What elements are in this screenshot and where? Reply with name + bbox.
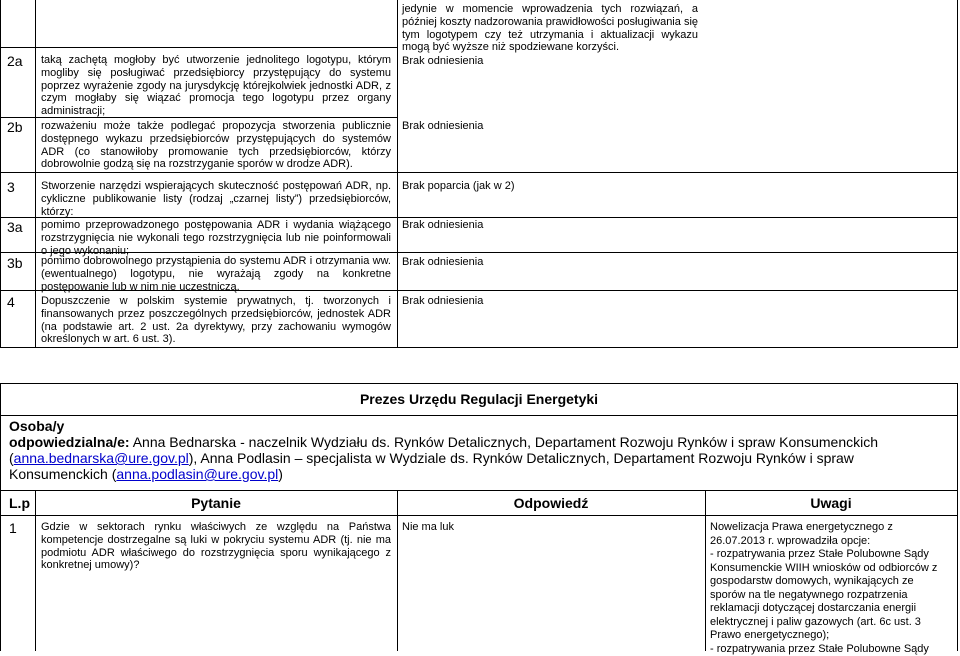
row-1-remarks: Nowelizacja Prawa energetycznego z 26.07.2013 r. wprowadziła opcje: - rozpatrywania przez Stałe Polubowne Sądy Konsumenckie WIIH wniosków od odbiorców z gospodarstw domowych, wynikających ze sporów na tle negatywnego rozpatrzenia reklamacji dotyczącej dostarczania energii elektrycznej i paliw gazowych (art. 6c ust. 3 Prawo energetycznego); - rozpatrywania przez Stałe Polubowne Sądy [710,521,938,655]
intro-answer: jedynie w momencie wprowadzenia tych rozwiązań, a później koszty nadzorowania prawidłowości posługiwania się tym logotypem czy też utrzymania i aktualizacji wykazu mogą być wyższe niż spodziewane korzyści. [402,3,698,54]
row-4-text: Dopuszczenie w polskim systemie prywatnych, tj. tworzonych i finansowanych przez poszczególnych przedsiębiorców, jednostek ADR (na podstawie art. 2 ust. 2a dyrektywy, przy zachowaniu wymogów określonych w art. 6 ust. 3). [41,295,391,346]
contact-name-1: Anna Bednarska - naczelnik Wydziału ds. Rynków Detalicznych, Departament Rozwoju Rynków i spraw Konsumenckich ( [9,434,879,466]
row-4-answer: Brak odniesienia [402,295,484,307]
row-3b-id: 3b [7,255,23,271]
contact-mid: ), Anna Podlasin – specjalista w Wydziale ds. Rynków Detalicznych, Departament Rozwoju Rynków i spraw Konsumenckich ( [9,450,854,482]
contact-label-2: odpowiedzialna/e: [9,434,130,450]
row-2a-text: taką zachętą mogłoby być utworzenie jednolitego logotypu, którym mogliby się posługiwać przedsiębiorcy przystępujący do systemu poprzez wyrażenie zgody na jurysdykcję którejkolwiek jednostki ADR, z czym mogłaby się wiązać promocja tego logotypu przez organy administracji; [41,54,391,118]
header-answer: Odpowiedź [513,495,589,511]
email-link-2[interactable]: anna.podlasin@ure.gov.pl [116,466,279,482]
row-2a-id: 2a [7,53,23,69]
row-1-lp: 1 [9,520,17,536]
email-link-1[interactable]: anna.bednarska@ure.gov.pl [13,450,189,466]
row-2a-answer: Brak odniesienia [402,55,484,67]
row-4-id: 4 [7,294,15,310]
header-lp: L.p [9,495,30,511]
header-remarks: Uwagi [810,495,852,511]
contact-block [9,418,949,482]
row-2b-id: 2b [7,119,23,135]
header-question: Pytanie [191,495,241,511]
row-1-answer: Nie ma luk [402,521,454,533]
row-3-id: 3 [7,179,15,195]
contact-end: ) [278,466,283,482]
row-3a-text: pomimo przeprowadzonego postępowania ADR i wydania wiążącego rozstrzygnięcia nie wykonali tego rozstrzygnięcia lub nie poinformowali o jego wykonaniu; [41,219,391,257]
contact-label-1: Osoba/y [9,418,65,434]
row-2b-text: rozważeniu może także podlegać propozycja stworzenia publicznie dostępnego wykazu przedsiębiorców przystępujących do systemów ADR (co stanowiłoby promowanie tych przedsiębiorców, którzy dobrowolnie godzą się na rozstrzyganie sporów w drodze ADR). [41,120,391,171]
row-3-text: Stworzenie narzędzi wspierających skuteczność postępowań ADR, np. cykliczne publikowanie listy (rodzaj „czarnej listy”) przedsiębiorców, którzy: [41,180,391,218]
row-2b-answer: Brak odniesienia [402,120,484,132]
row-3-answer: Brak poparcia (jak w 2) [402,180,515,192]
institution-title: Prezes Urzędu Regulacji Energetyki [359,391,599,407]
row-3a-id: 3a [7,219,23,235]
row-3a-answer: Brak odniesienia [402,219,484,231]
row-3b-text: pomimo dobrowolnego przystąpienia do systemu ADR i otrzymania ww. (ewentualnego) logotypu, nie wyrażają zgody na konkretne postępowanie lub w nim nie uczestniczą. [41,255,391,293]
row-1-question: Gdzie w sektorach rynku właściwych ze względu na Państwa kompetencje dostrzegalne są luki w pokryciu systemu ADR (tj. nie ma podmiotu ADR właściwego do rozstrzygnięcia sporu wynikającego z konkretnej umowy)? [41,521,391,572]
row-3b-answer: Brak odniesienia [402,256,484,268]
contact-details [9,434,949,482]
